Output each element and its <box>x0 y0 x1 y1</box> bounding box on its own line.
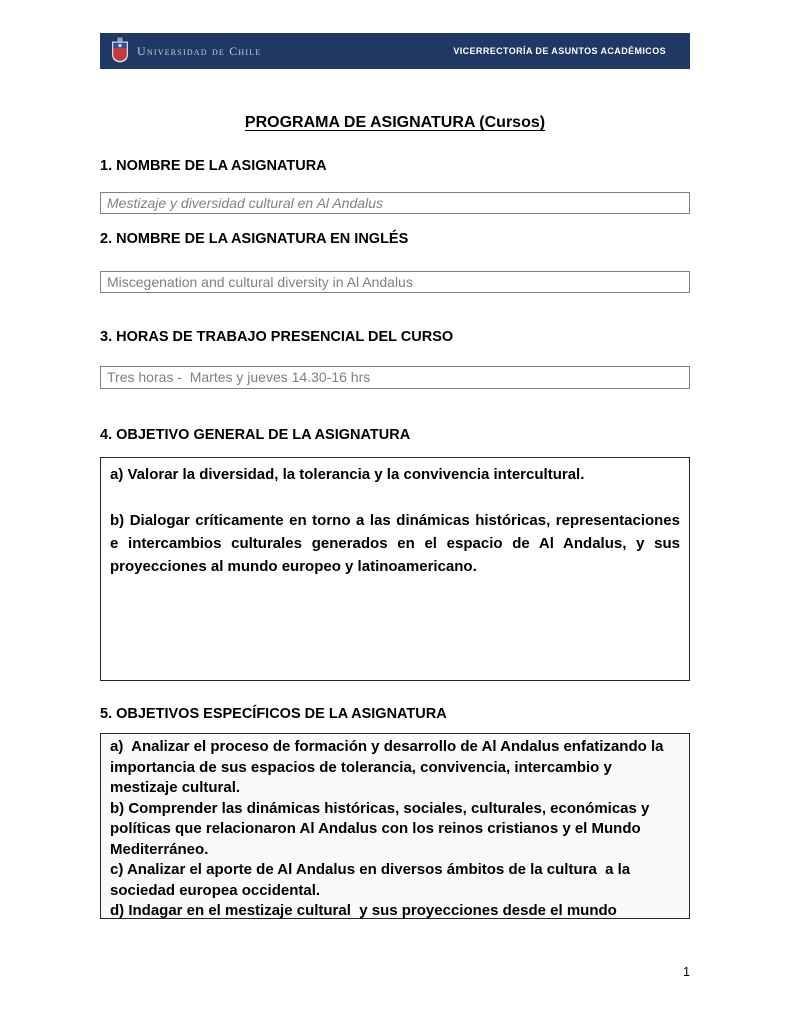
section-3-heading: 3. HORAS DE TRABAJO PRESENCIAL DEL CURSO <box>100 329 454 345</box>
objective-paragraph-a: a) Valorar la diversidad, la tolerancia y la convivencia intercultural. <box>110 466 585 483</box>
section-3-field: Tres horas - Martes y jueves 14.30-16 hrs <box>100 366 690 389</box>
specific-objective-a: a) Analizar el proceso de formación y desarrollo de Al Andalus enfatizando la importancia de sus espacios de tolerancia, convivencia, intercambio y mestizaje cultural. <box>110 738 668 796</box>
banner-department-text: VICERRECTORÍA DE ASUNTOS ACADÉMICOS <box>453 46 666 56</box>
header-bar <box>100 33 690 69</box>
specific-objective-b: b) Comprender las dinámicas históricas, sociales, culturales, económicas y políticas que relacionaron Al Andalus con los reinos cristianos y el Mundo Mediterráneo. <box>110 799 654 858</box>
section-5-heading: 5. OBJETIVOS ESPECÍFICOS DE LA ASIGNATURA <box>100 706 447 722</box>
specific-objective-c: c) Analizar el aporte de Al Andalus en diversos ámbitos de la cultura a la sociedad europea occidental. <box>110 861 635 899</box>
section-2-field: Miscegenation and cultural diversity in Al Andalus <box>100 271 690 293</box>
university-crest-icon <box>110 37 130 65</box>
document-content <box>0 114 800 979</box>
section-1-field: Mestizaje y diversidad cultural en Al Andalus <box>100 192 690 214</box>
objective-paragraph-b: b) Dialogar críticamente en torno a las dinámicas históricas, representaciones e intercambios culturales generados en el espacio de Al Andalus, y sus proyecciones al mundo europeo y latinoamericano. <box>110 512 680 575</box>
section-5-objectives-box <box>100 733 690 919</box>
page-title: PROGRAMA DE ASIGNATURA (Cursos) <box>244 114 546 131</box>
page-number: 1 <box>683 965 690 979</box>
specific-objective-d: d) Indagar en el mestizaje cultural y sus proyecciones desde el mundo <box>110 902 617 919</box>
section-1-heading: 1. NOMBRE DE LA ASIGNATURA <box>100 158 327 174</box>
section-4-heading: 4. OBJETIVO GENERAL DE LA ASIGNATURA <box>100 427 411 443</box>
university-logo <box>110 37 261 65</box>
section-4-objective-box <box>100 457 690 681</box>
section-2-heading: 2. NOMBRE DE LA ASIGNATURA EN INGLÉS <box>100 231 409 247</box>
university-name: Universidad de Chile <box>137 43 262 58</box>
